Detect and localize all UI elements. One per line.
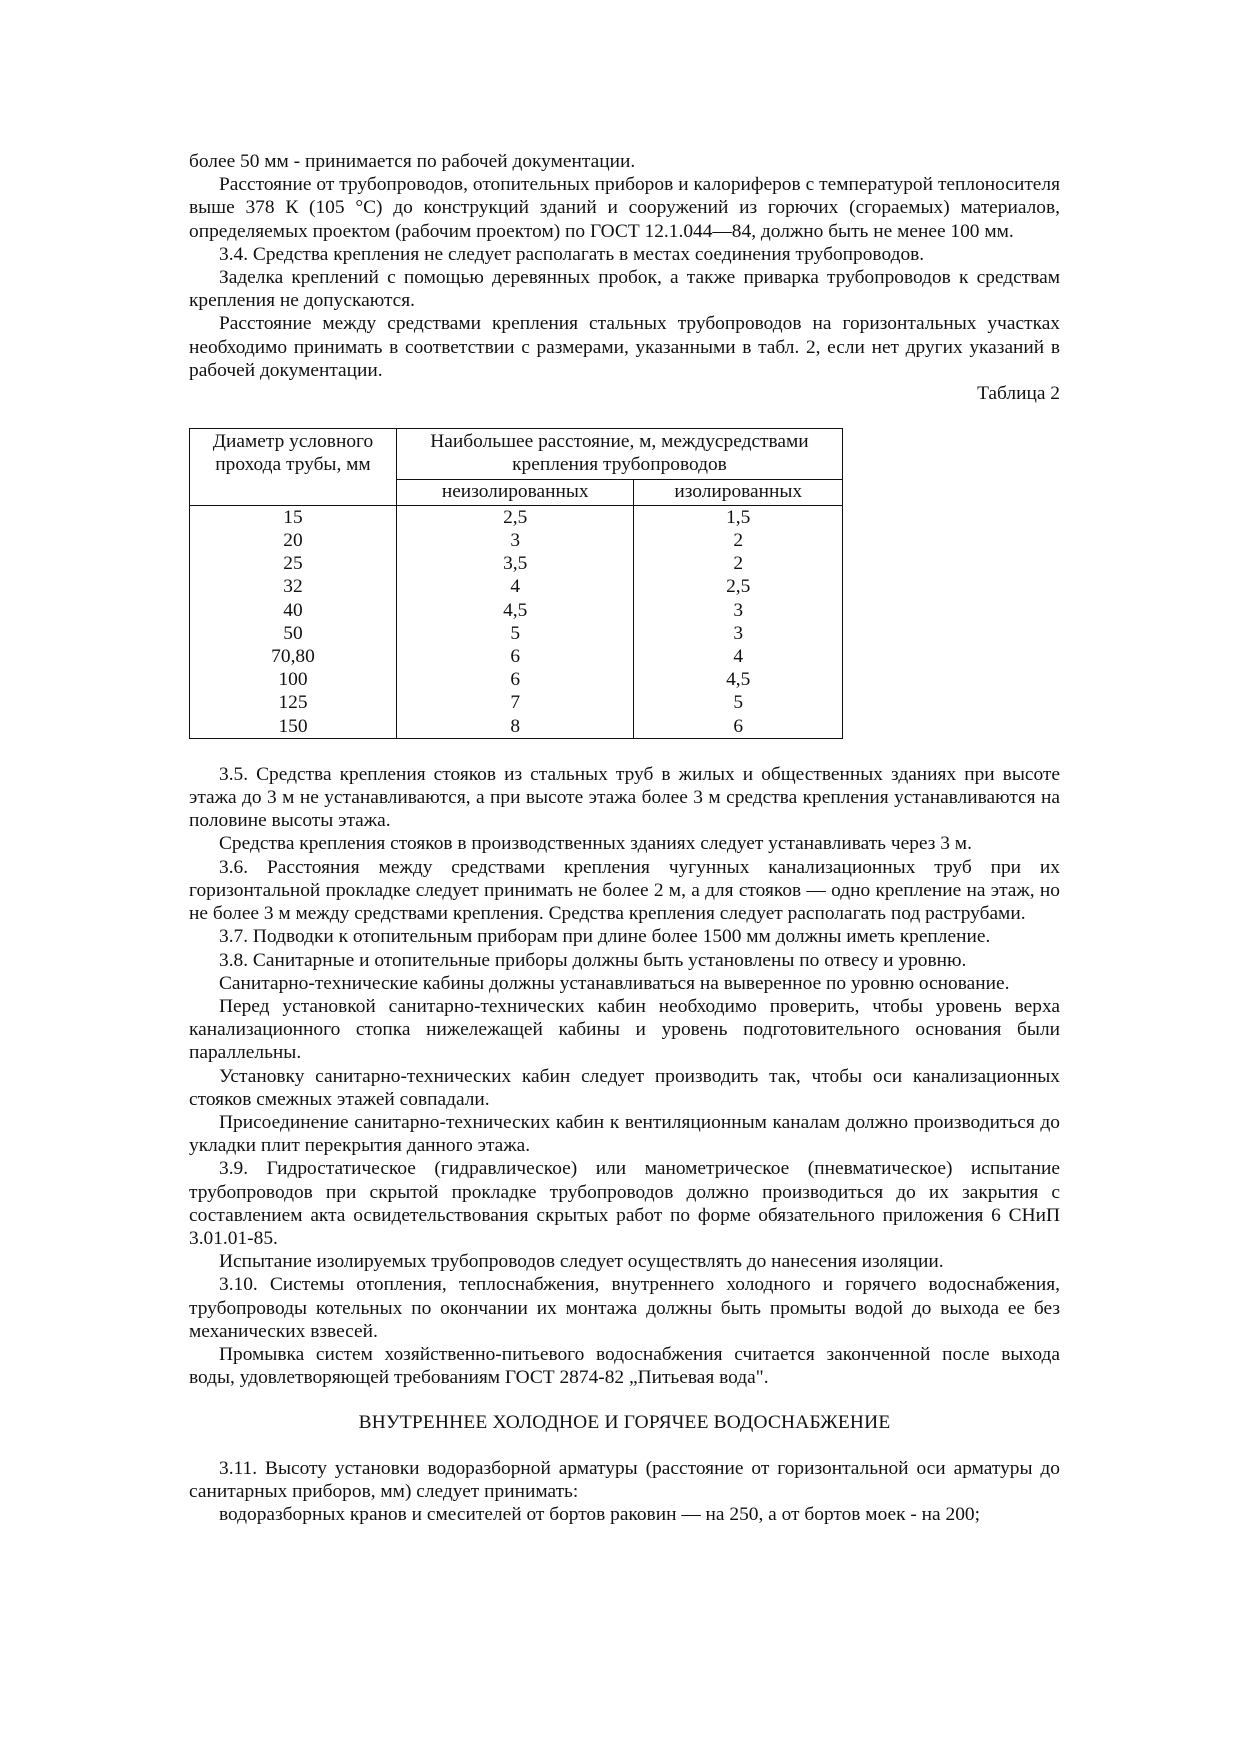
cell-diameter: 50 (190, 622, 397, 645)
cell-insulated: 3 (634, 622, 843, 645)
table-row (190, 668, 843, 691)
paragraph-3-6: 3.6. Расстояния между средствами крепления чугунных канализационных труб при их горизонтальной прокладке следует принимать не более 2 м, а для стояков — одно крепление на этаж, но не более 3 м между средствами крепления. Средства крепления следует располагать под раструбами. (189, 856, 1060, 925)
table-row (190, 575, 843, 598)
header-max-distance: Наибольшее расстояние, м, междусредствами крепления трубопроводов (397, 429, 843, 479)
cell-diameter: 20 (190, 529, 397, 552)
paragraph-3-8: 3.8. Санитарные и отопительные приборы должны быть установлены по отвесу и уровню. (219, 949, 967, 971)
table-row (190, 529, 843, 552)
cell-diameter: 32 (190, 575, 397, 598)
paragraph-fastening-prohibition: Заделка креплений с помощью деревянных пробок, а также приварка трубопроводов к средствам крепления не допускаются. (189, 267, 1060, 312)
paragraph-3-4: 3.4. Средства крепления не следует располагать в местах соединения трубопроводов. (219, 243, 925, 265)
cell-insulated: 2 (634, 529, 843, 552)
cell-uninsulated: 7 (397, 691, 634, 714)
header-insulated: изолированных (634, 479, 843, 505)
cell-insulated: 2 (634, 552, 843, 575)
document-page (189, 150, 1060, 1526)
paragraph-cabins-check: Перед установкой санитарно-технических кабин необходимо проверить, чтобы уровень верха канализационного стопка нижележащей кабины и уровень подготовительного основания были параллельны. (189, 995, 1060, 1064)
cell-insulated: 4,5 (634, 668, 843, 691)
cell-uninsulated: 5 (397, 622, 634, 645)
cell-uninsulated: 2,5 (397, 505, 634, 529)
header-uninsulated: неизолированных (397, 479, 634, 505)
cell-uninsulated: 8 (397, 715, 634, 739)
cell-diameter: 150 (190, 715, 397, 739)
cell-diameter: 15 (190, 505, 397, 529)
cell-diameter: 70,80 (190, 645, 397, 668)
paragraph-flushing: Промывка систем хозяйственно-питьевого водоснабжения считается законченной после выхода воды, удовлетворяющей требованиям ГОСТ 2874-82 „Питьевая вода". (189, 1343, 1060, 1389)
cell-uninsulated: 4 (397, 575, 634, 598)
cell-diameter: 25 (190, 552, 397, 575)
table-row (190, 645, 843, 668)
paragraph-3-10: 3.10. Системы отопления, теплоснабжения, внутреннего холодного и горячего водоснабжения, трубопроводы котельных по окончании их монтажа должны быть промыты водой до выхода ее без механических взвесей. (189, 1274, 1060, 1342)
cell-insulated: 3 (634, 599, 843, 622)
paragraph-cabins-install: Установку санитарно-технических кабин следует производить так, чтобы оси канализационных стояков смежных этажей совпадали. (189, 1065, 1060, 1110)
cell-uninsulated: 3 (397, 529, 634, 552)
cell-diameter: 40 (190, 599, 397, 622)
paragraph-insulated-testing: Испытание изолируемых трубопроводов следует осуществлять до нанесения изоляции. (219, 1251, 944, 1273)
table-body (190, 505, 843, 738)
table-row (190, 599, 843, 622)
cell-diameter: 100 (190, 668, 397, 691)
cell-insulated: 2,5 (634, 575, 843, 598)
paragraph-3-11: 3.11. Высоту установки водоразборной арматуры (расстояние от горизонтальной оси арматуры до санитарных приборов, мм) следует принимать: (189, 1457, 1060, 1502)
table-row (190, 691, 843, 714)
paragraph-continuation: более 50 мм - принимается по рабочей документации. (189, 151, 636, 172)
paragraph-cabins-base: Санитарно-технические кабины должны устанавливаться на выверенное по уровню основание. (219, 972, 1010, 994)
paragraph-3-9: 3.9. Гидростатическое (гидравлическое) или манометрическое (пневматическое) испытание трубопроводов при скрытой прокладке трубопроводов должно производиться до их закрытия с составлением акта освидетельствования скрытых работ по форме обязательного приложения 6 СНиП 3.01.01-85. (189, 1158, 1060, 1249)
table-row (190, 505, 843, 529)
paragraph-cabins-ventilation: Присоединение санитарно-технических кабин к вентиляционным каналам должно производиться до укладки плит перекрытия данного этажа. (189, 1111, 1060, 1157)
cell-diameter: 125 (190, 691, 397, 714)
table-container (189, 428, 1060, 739)
fastening-distance-table (189, 428, 843, 739)
cell-insulated: 1,5 (634, 505, 843, 529)
cell-uninsulated: 6 (397, 668, 634, 691)
paragraph-distance-requirement: Расстояние от трубопроводов, отопительных приборов и калориферов с температурой теплоносителя выше 378 К (105 °С) до конструкций зданий и сооружений из горючих (сгораемых) материалов, определяемых проектом (рабочим проектом) по ГОСТ 12.1.044—84, должно быть не менее 100 мм. (189, 174, 1060, 242)
cell-uninsulated: 3,5 (397, 552, 634, 575)
table-row (190, 715, 843, 739)
table-row (190, 552, 843, 575)
table-row (190, 622, 843, 645)
cell-uninsulated: 6 (397, 645, 634, 668)
table-caption: Таблица 2 (977, 383, 1060, 405)
header-diameter: Диаметр условного прохода трубы, мм (190, 429, 397, 506)
paragraph-3-5: 3.5. Средства крепления стояков из стальных труб в жилых и общественных зданиях при высоте этажа до 3 м не устанавливаются, а при высоте этажа более 3 м средства крепления устанавливаются на половине высоты этажа. (189, 763, 1060, 832)
section-heading: ВНУТРЕННЕЕ ХОЛОДНОЕ И ГОРЯЧЕЕ ВОДОСНАБЖЕНИЕ (358, 1412, 891, 1434)
cell-insulated: 4 (634, 645, 843, 668)
cell-uninsulated: 4,5 (397, 599, 634, 622)
cell-insulated: 6 (634, 715, 843, 739)
cell-insulated: 5 (634, 691, 843, 714)
paragraph-3-7: 3.7. Подводки к отопительным приборам при длине более 1500 мм должны иметь крепление. (219, 926, 991, 948)
paragraph-industrial-risers: Средства крепления стояков в производственных зданиях следует устанавливать через 3 м. (219, 833, 972, 855)
paragraph-fastening-distance: Расстояние между средствами крепления стальных трубопроводов на горизонтальных участках необходимо принимать в соответствии с размерами, указанными в табл. 2, если нет других указаний в рабочей документации. (189, 313, 1060, 381)
paragraph-taps-height: водоразборных кранов и смесителей от бортов раковин — на 250, а от бортов моек - на 200; (219, 1503, 980, 1525)
